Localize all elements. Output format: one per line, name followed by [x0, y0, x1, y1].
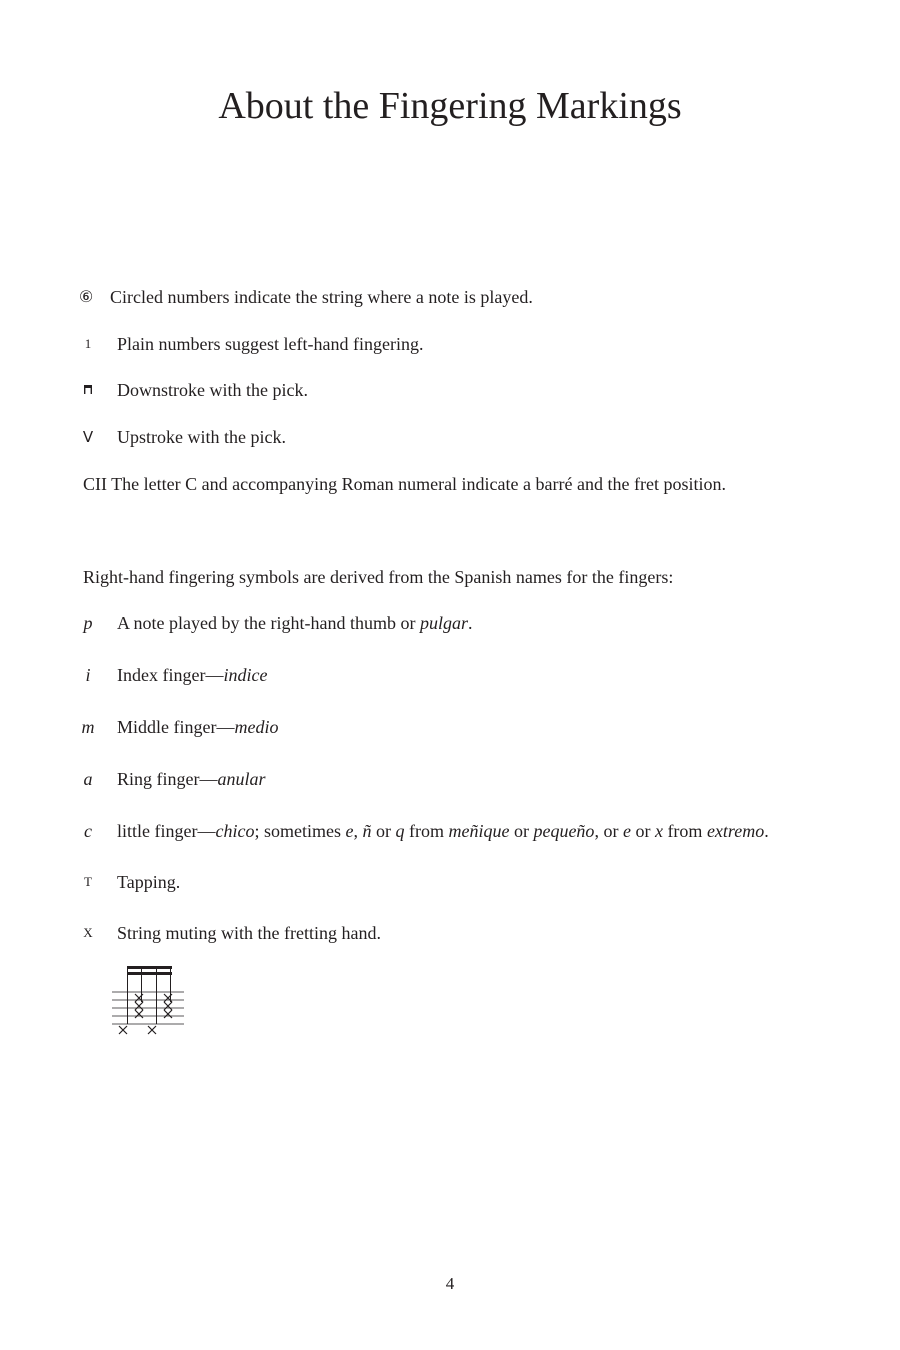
- downstroke-icon: [76, 378, 100, 403]
- page-title: About the Fingering Markings: [218, 85, 682, 127]
- finger-symbol: m: [81, 717, 95, 737]
- finger-symbol: p: [83, 613, 93, 633]
- circled-number-symbol: ⑥: [78, 287, 94, 306]
- tapping-text: Tapping.: [117, 872, 181, 892]
- marking-text: Circled numbers indicate the string where a note is played.: [110, 287, 533, 307]
- finger-text: little finger—chico; sometimes e, ñ or q from meñique or pequeño, or e or x from extremo.: [117, 821, 769, 841]
- muting-text: String muting with the fretting hand.: [117, 923, 381, 943]
- finger-text: Index finger—indice: [117, 665, 268, 685]
- upstroke-icon: V: [82, 428, 94, 446]
- finger-symbol: i: [85, 665, 91, 685]
- finger-symbol: a: [83, 769, 93, 789]
- marking-text: Downstroke with the pick.: [117, 380, 308, 400]
- muted-strings-tab-figure: [112, 962, 188, 1040]
- finger-text: Middle finger—medio: [117, 717, 279, 737]
- tapping-symbol: T: [84, 874, 92, 889]
- finger-symbol: c: [84, 821, 92, 841]
- marking-text: Plain numbers suggest left-hand fingering.: [117, 334, 424, 354]
- page-number: 4: [445, 1274, 455, 1293]
- muting-symbol: X: [83, 925, 93, 940]
- plain-number-symbol: 1: [84, 336, 92, 351]
- marking-text: Upstroke with the pick.: [117, 427, 286, 447]
- finger-text: A note played by the right-hand thumb or pulgar.: [117, 613, 473, 633]
- finger-text: Ring finger—anular: [117, 769, 266, 789]
